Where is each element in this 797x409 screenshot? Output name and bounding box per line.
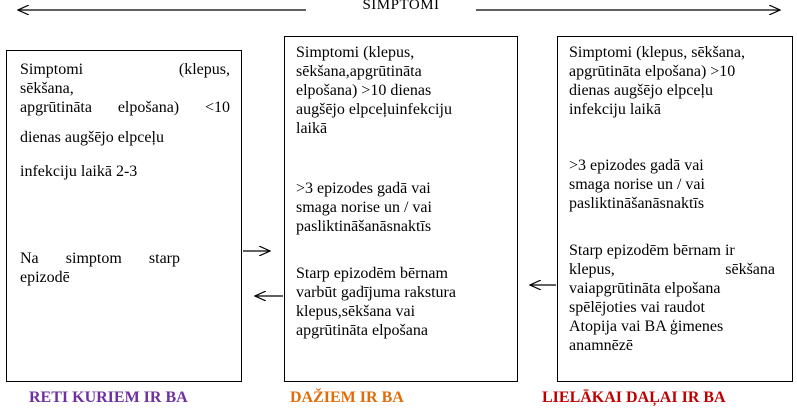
middle-line: >3 epizodes gadā vai: [296, 180, 431, 197]
middle-symptoms-text: [296, 43, 452, 138]
left-line: Simptomi (klepus,: [20, 61, 230, 78]
middle-line: Simptomi (klepus,: [296, 44, 415, 61]
right-line: apgrūtināta elpošana) >10: [569, 63, 736, 80]
left-days-text: dienas augšējo elpceļu: [20, 129, 164, 146]
right-line: >3 epizodes gadā vai: [569, 157, 704, 174]
label-some-asthma: DAŽIEM IR BA: [290, 389, 404, 406]
right-line: klepus, sēkšana: [569, 261, 775, 278]
left-between-text: [20, 249, 180, 287]
right-line: smaga norise un / vai: [569, 176, 705, 193]
right-symptoms-text: [569, 43, 745, 119]
left-symptoms-text: [20, 60, 230, 117]
header-title: SIMPTOMI: [340, 0, 462, 14]
right-line: Starp epizodēm bērnam ir: [569, 242, 735, 259]
right-line: Atopija vai BA ģimenes: [569, 318, 724, 335]
middle-line: apgrūtināta elpošana: [296, 322, 428, 339]
middle-line: laikā: [296, 120, 328, 137]
label-rare-asthma: RETI KURIEM IR BA: [29, 389, 188, 406]
middle-line: sēkšana,apgrūtināta: [296, 63, 422, 80]
middle-line: varbūt gadījuma rakstura: [296, 284, 456, 301]
left-line: apgrūtināta elpošana) <10: [20, 99, 230, 116]
middle-line: smaga norise un / vai: [296, 199, 432, 216]
left-infection-text: infekciju laikā 2-3: [20, 163, 138, 180]
right-line: dienas augšējo elpceļu: [569, 82, 713, 99]
left-line: Na simptom starp: [20, 250, 180, 267]
right-line: infekciju laikā: [569, 101, 661, 118]
right-line: spēlējoties vai raudot: [569, 299, 705, 316]
right-episodes-text: [569, 156, 705, 213]
middle-line: klepus,sēkšana vai: [296, 303, 416, 320]
middle-line: Starp epizodēm bērnam: [296, 265, 448, 282]
label-most-asthma: LIELĀKAI DAĻAI IR BA: [542, 389, 726, 406]
right-line: anamnēzē: [569, 337, 633, 354]
box-most: [557, 36, 793, 382]
middle-between-text: [296, 264, 456, 340]
box-rare: [6, 50, 242, 382]
right-line: pasliktināšanāsnaktīs: [569, 195, 705, 212]
middle-line: elpošana) >10 dienas: [296, 82, 432, 99]
right-line: Simptomi (klepus, sēkšana,: [569, 44, 745, 61]
middle-line: augšējo elpceļuinfekciju: [296, 101, 452, 118]
left-line: sēkšana,: [20, 80, 74, 97]
right-line: vaiapgrūtināta elpošana: [569, 280, 721, 297]
left-line: epizodē: [20, 269, 70, 286]
box-some: [284, 36, 518, 382]
middle-line: pasliktināšanāsnaktīs: [296, 218, 432, 235]
middle-episodes-text: [296, 179, 432, 236]
right-between-text: [569, 241, 775, 355]
